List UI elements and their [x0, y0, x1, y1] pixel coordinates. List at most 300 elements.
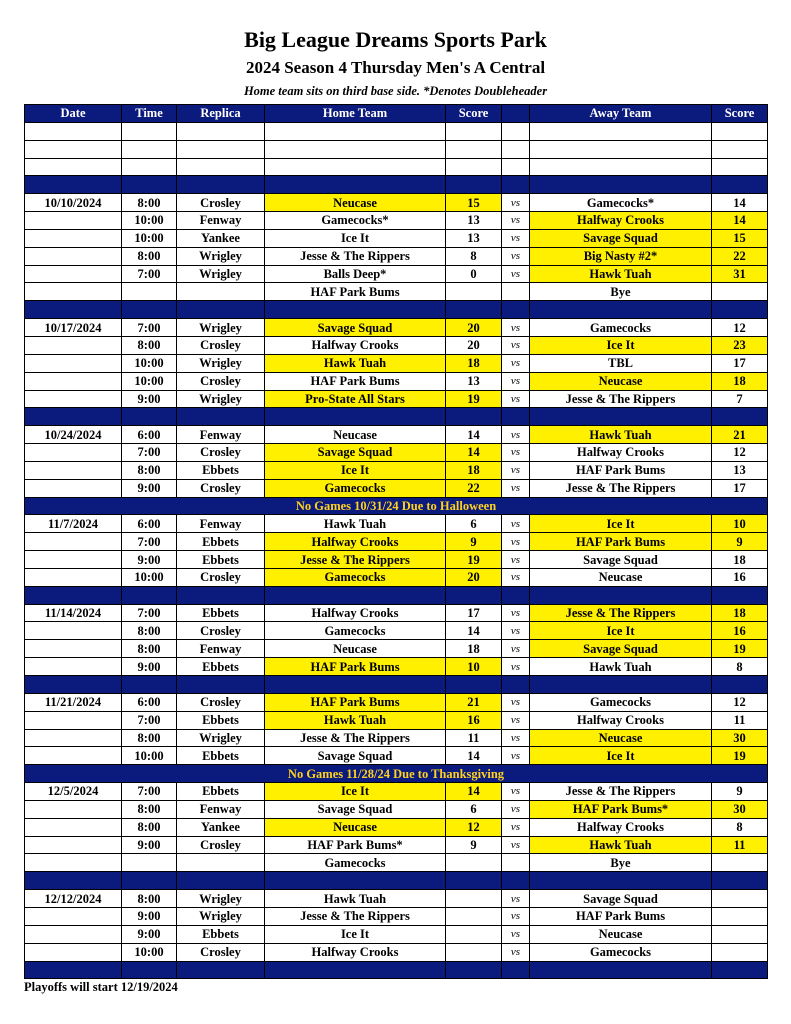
away-score-cell: 15	[712, 229, 768, 247]
away-score-cell: 8	[712, 818, 768, 836]
away-team-cell: HAF Park Bums	[530, 533, 712, 551]
time-cell: 10:00	[122, 372, 177, 390]
vs-cell: vs	[502, 390, 530, 408]
vs-cell: vs	[502, 925, 530, 943]
away-team-cell: Halfway Crooks	[530, 711, 712, 729]
separator-cell	[122, 408, 177, 426]
header-note: Home team sits on third base side. *Denotes Doubleheader	[243, 84, 548, 98]
replica-cell: Wrigley	[177, 729, 265, 747]
home-team-cell: Hawk Tuah	[265, 354, 446, 372]
away-score-cell: 17	[712, 479, 768, 497]
time-cell: 7:00	[122, 604, 177, 622]
date-cell	[25, 354, 122, 372]
home-team-cell: Halfway Crooks	[265, 336, 446, 354]
home-team-cell: Savage Squad	[265, 747, 446, 765]
time-cell: 7:00	[122, 533, 177, 551]
col-header-away-score: Score	[712, 105, 768, 123]
replica-cell: Fenway	[177, 800, 265, 818]
separator-cell	[502, 176, 530, 194]
away-team-cell: Savage Squad	[530, 640, 712, 658]
away-team-cell: Hawk Tuah	[530, 265, 712, 283]
home-score-cell	[446, 925, 502, 943]
replica-cell: Yankee	[177, 818, 265, 836]
away-team-cell: Ice It	[530, 515, 712, 533]
vs-cell: vs	[502, 194, 530, 212]
time-cell: 6:00	[122, 515, 177, 533]
separator-cell	[177, 301, 265, 319]
time-cell: 7:00	[122, 711, 177, 729]
date-cell	[25, 265, 122, 283]
vs-cell: vs	[502, 568, 530, 586]
home-team-cell: Balls Deep*	[265, 265, 446, 283]
date-cell	[25, 229, 122, 247]
away-team-cell: Neucase	[530, 372, 712, 390]
blank-cell	[265, 140, 446, 158]
time-cell: 10:00	[122, 354, 177, 372]
vs-cell: vs	[502, 711, 530, 729]
time-cell: 7:00	[122, 444, 177, 462]
away-score-cell: 18	[712, 372, 768, 390]
vs-cell: vs	[502, 515, 530, 533]
footer-note: Playoffs will start 12/19/2024	[24, 980, 178, 994]
home-score-cell: 12	[446, 818, 502, 836]
away-score-cell: 21	[712, 426, 768, 444]
blank-cell	[502, 158, 530, 176]
separator-cell	[712, 872, 768, 890]
date-cell: 12/5/2024	[25, 783, 122, 801]
replica-cell: Wrigley	[177, 390, 265, 408]
separator-cell	[265, 408, 446, 426]
away-team-cell: Jesse & The Rippers	[530, 479, 712, 497]
page-title: Big League Dreams Sports Park	[244, 27, 547, 52]
away-team-cell: TBL	[530, 354, 712, 372]
away-team-cell: Ice It	[530, 622, 712, 640]
col-header-time: Time	[122, 105, 177, 123]
replica-cell: Ebbets	[177, 783, 265, 801]
separator-cell	[25, 408, 122, 426]
away-team-cell: HAF Park Bums	[530, 907, 712, 925]
week-separator-row	[25, 676, 768, 694]
home-score-cell: 9	[446, 836, 502, 854]
vs-cell: vs	[502, 907, 530, 925]
replica-cell: Wrigley	[177, 265, 265, 283]
replica-cell: Ebbets	[177, 461, 265, 479]
home-score-cell: 18	[446, 640, 502, 658]
replica-cell: Crosley	[177, 336, 265, 354]
notice-row	[25, 497, 768, 515]
separator-cell	[502, 301, 530, 319]
date-cell	[25, 818, 122, 836]
home-team-cell: Jesse & The Rippers	[265, 907, 446, 925]
time-cell: 6:00	[122, 693, 177, 711]
home-team-cell: Neucase	[265, 818, 446, 836]
away-score-cell: 11	[712, 711, 768, 729]
blank-cell	[712, 140, 768, 158]
schedule-body	[25, 122, 768, 979]
home-score-cell: 19	[446, 390, 502, 408]
home-team-cell: Ice It	[265, 229, 446, 247]
separator-cell	[25, 961, 122, 979]
home-score-cell: 21	[446, 693, 502, 711]
game-row	[25, 247, 768, 265]
date-cell: 11/21/2024	[25, 693, 122, 711]
blank-cell	[502, 122, 530, 140]
separator-cell	[530, 676, 712, 694]
date-cell	[25, 943, 122, 961]
home-score-cell	[446, 854, 502, 872]
vs-cell: vs	[502, 836, 530, 854]
away-score-cell: 7	[712, 390, 768, 408]
replica-cell	[177, 283, 265, 301]
game-row	[25, 818, 768, 836]
home-score-cell: 20	[446, 319, 502, 337]
blank-cell	[25, 158, 122, 176]
col-header-home-team: Home Team	[265, 105, 446, 123]
date-cell	[25, 800, 122, 818]
home-score-cell	[446, 943, 502, 961]
home-score-cell: 9	[446, 533, 502, 551]
blank-cell	[122, 122, 177, 140]
home-team-cell: Savage Squad	[265, 444, 446, 462]
home-score-cell	[446, 907, 502, 925]
blank-cell	[122, 158, 177, 176]
separator-cell	[265, 676, 446, 694]
home-team-cell: Gamecocks*	[265, 212, 446, 230]
date-cell	[25, 836, 122, 854]
replica-cell: Crosley	[177, 836, 265, 854]
away-score-cell: 18	[712, 551, 768, 569]
blank-cell	[122, 140, 177, 158]
date-cell	[25, 551, 122, 569]
date-cell	[25, 461, 122, 479]
replica-cell: Fenway	[177, 212, 265, 230]
date-cell: 10/17/2024	[25, 319, 122, 337]
blank-cell	[530, 158, 712, 176]
game-row	[25, 568, 768, 586]
away-score-cell: 22	[712, 247, 768, 265]
game-row	[25, 890, 768, 908]
game-row	[25, 390, 768, 408]
time-cell: 10:00	[122, 568, 177, 586]
date-cell	[25, 854, 122, 872]
time-cell: 8:00	[122, 890, 177, 908]
away-score-cell: 19	[712, 747, 768, 765]
home-team-cell: Halfway Crooks	[265, 604, 446, 622]
away-score-cell: 30	[712, 800, 768, 818]
time-cell: 9:00	[122, 907, 177, 925]
col-header-replica: Replica	[177, 105, 265, 123]
replica-cell: Fenway	[177, 426, 265, 444]
separator-cell	[502, 961, 530, 979]
replica-cell: Fenway	[177, 515, 265, 533]
separator-cell	[446, 676, 502, 694]
vs-cell: vs	[502, 943, 530, 961]
away-score-cell: 13	[712, 461, 768, 479]
vs-cell: vs	[502, 551, 530, 569]
week-separator-row	[25, 408, 768, 426]
game-row	[25, 622, 768, 640]
away-score-cell: 23	[712, 336, 768, 354]
replica-cell: Ebbets	[177, 925, 265, 943]
away-team-cell: Halfway Crooks	[530, 212, 712, 230]
vs-cell: vs	[502, 444, 530, 462]
away-team-cell: Hawk Tuah	[530, 836, 712, 854]
away-score-cell: 16	[712, 622, 768, 640]
game-row	[25, 533, 768, 551]
home-score-cell: 18	[446, 461, 502, 479]
time-cell: 8:00	[122, 461, 177, 479]
separator-cell	[712, 586, 768, 604]
home-team-cell: HAF Park Bums*	[265, 836, 446, 854]
away-score-cell: 11	[712, 836, 768, 854]
time-cell: 8:00	[122, 800, 177, 818]
time-cell: 10:00	[122, 943, 177, 961]
vs-cell: vs	[502, 247, 530, 265]
away-score-cell: 14	[712, 212, 768, 230]
time-cell	[122, 854, 177, 872]
page-subtitle: 2024 Season 4 Thursday Men's A Central	[245, 58, 546, 77]
date-cell	[25, 640, 122, 658]
home-team-cell: Gamecocks	[265, 854, 446, 872]
separator-cell	[530, 408, 712, 426]
game-row	[25, 372, 768, 390]
away-score-cell: 12	[712, 693, 768, 711]
vs-cell: vs	[502, 229, 530, 247]
home-team-cell: Gamecocks	[265, 568, 446, 586]
away-team-cell: Neucase	[530, 568, 712, 586]
separator-cell	[265, 961, 446, 979]
date-cell	[25, 622, 122, 640]
vs-cell: vs	[502, 890, 530, 908]
away-team-cell: Halfway Crooks	[530, 818, 712, 836]
blank-cell	[265, 158, 446, 176]
date-cell	[25, 479, 122, 497]
away-score-cell: 31	[712, 265, 768, 283]
blank-row	[25, 158, 768, 176]
time-cell: 9:00	[122, 658, 177, 676]
home-team-cell: Hawk Tuah	[265, 890, 446, 908]
date-cell	[25, 390, 122, 408]
vs-cell: vs	[502, 747, 530, 765]
game-row	[25, 640, 768, 658]
home-score-cell: 17	[446, 604, 502, 622]
week-separator-row	[25, 586, 768, 604]
game-row	[25, 925, 768, 943]
date-cell	[25, 372, 122, 390]
home-team-cell: Jesse & The Rippers	[265, 551, 446, 569]
away-team-cell: Gamecocks*	[530, 194, 712, 212]
away-score-cell: 30	[712, 729, 768, 747]
separator-cell	[446, 586, 502, 604]
replica-cell: Ebbets	[177, 711, 265, 729]
separator-cell	[530, 961, 712, 979]
game-row	[25, 426, 768, 444]
game-row	[25, 747, 768, 765]
home-score-cell: 14	[446, 622, 502, 640]
date-cell	[25, 907, 122, 925]
time-cell: 9:00	[122, 479, 177, 497]
time-cell: 8:00	[122, 818, 177, 836]
blank-cell	[177, 158, 265, 176]
time-cell: 8:00	[122, 336, 177, 354]
blank-cell	[712, 122, 768, 140]
home-team-cell: Savage Squad	[265, 319, 446, 337]
away-score-cell: 10	[712, 515, 768, 533]
home-score-cell: 13	[446, 372, 502, 390]
away-team-cell: HAF Park Bums	[530, 461, 712, 479]
away-team-cell: Jesse & The Rippers	[530, 604, 712, 622]
schedule-table	[24, 104, 768, 979]
separator-cell	[530, 586, 712, 604]
away-team-cell: Ice It	[530, 336, 712, 354]
blank-cell	[530, 122, 712, 140]
bye-row	[25, 854, 768, 872]
home-score-cell: 22	[446, 479, 502, 497]
time-cell: 8:00	[122, 729, 177, 747]
vs-cell	[502, 854, 530, 872]
home-score-cell: 14	[446, 426, 502, 444]
time-cell: 9:00	[122, 551, 177, 569]
away-score-cell	[712, 854, 768, 872]
separator-cell	[177, 176, 265, 194]
home-team-cell: Neucase	[265, 426, 446, 444]
game-row	[25, 212, 768, 230]
blank-cell	[502, 140, 530, 158]
game-row	[25, 836, 768, 854]
game-row	[25, 907, 768, 925]
time-cell: 8:00	[122, 622, 177, 640]
time-cell: 7:00	[122, 319, 177, 337]
home-team-cell: HAF Park Bums	[265, 283, 446, 301]
vs-cell: vs	[502, 461, 530, 479]
separator-cell	[502, 408, 530, 426]
replica-cell: Yankee	[177, 229, 265, 247]
home-score-cell: 6	[446, 800, 502, 818]
vs-cell: vs	[502, 212, 530, 230]
vs-cell: vs	[502, 604, 530, 622]
away-team-cell: Neucase	[530, 729, 712, 747]
week-separator-row	[25, 301, 768, 319]
away-team-cell: Neucase	[530, 925, 712, 943]
separator-cell	[177, 961, 265, 979]
away-team-cell: Hawk Tuah	[530, 426, 712, 444]
col-header-date: Date	[25, 105, 122, 123]
time-cell: 10:00	[122, 229, 177, 247]
blank-cell	[25, 122, 122, 140]
replica-cell: Ebbets	[177, 658, 265, 676]
home-team-cell: Pro-State All Stars	[265, 390, 446, 408]
blank-cell	[265, 122, 446, 140]
game-row	[25, 229, 768, 247]
col-header-home-score: Score	[446, 105, 502, 123]
separator-cell	[25, 176, 122, 194]
separator-cell	[177, 676, 265, 694]
replica-cell: Ebbets	[177, 604, 265, 622]
home-score-cell: 19	[446, 551, 502, 569]
away-score-cell: 9	[712, 533, 768, 551]
vs-cell: vs	[502, 640, 530, 658]
home-score-cell: 20	[446, 568, 502, 586]
home-team-cell: HAF Park Bums	[265, 372, 446, 390]
away-score-cell	[712, 283, 768, 301]
home-team-cell: Savage Squad	[265, 800, 446, 818]
time-cell: 10:00	[122, 212, 177, 230]
week-separator-row	[25, 961, 768, 979]
replica-cell: Crosley	[177, 568, 265, 586]
date-cell: 12/12/2024	[25, 890, 122, 908]
separator-cell	[265, 872, 446, 890]
date-cell: 11/7/2024	[25, 515, 122, 533]
game-row	[25, 515, 768, 533]
notice-text: No Games 10/31/24 Due to Halloween	[25, 497, 768, 515]
home-team-cell: Gamecocks	[265, 479, 446, 497]
away-team-cell: Ice It	[530, 747, 712, 765]
vs-cell	[502, 283, 530, 301]
separator-cell	[122, 872, 177, 890]
separator-cell	[712, 408, 768, 426]
away-team-cell: Big Nasty #2*	[530, 247, 712, 265]
week-separator-row	[25, 176, 768, 194]
away-score-cell: 17	[712, 354, 768, 372]
home-team-cell: Gamecocks	[265, 622, 446, 640]
col-header-away-team: Away Team	[530, 105, 712, 123]
header-row	[25, 105, 768, 123]
replica-cell: Crosley	[177, 943, 265, 961]
separator-cell	[712, 176, 768, 194]
away-team-cell: Gamecocks	[530, 319, 712, 337]
game-row	[25, 943, 768, 961]
time-cell: 10:00	[122, 747, 177, 765]
replica-cell: Crosley	[177, 444, 265, 462]
home-score-cell: 16	[446, 711, 502, 729]
separator-cell	[446, 408, 502, 426]
game-row	[25, 265, 768, 283]
date-cell	[25, 444, 122, 462]
date-cell	[25, 568, 122, 586]
game-row	[25, 604, 768, 622]
date-cell: 10/24/2024	[25, 426, 122, 444]
separator-cell	[712, 301, 768, 319]
away-team-cell: Jesse & The Rippers	[530, 783, 712, 801]
week-separator-row	[25, 872, 768, 890]
replica-cell: Ebbets	[177, 747, 265, 765]
home-team-cell: Neucase	[265, 640, 446, 658]
time-cell: 7:00	[122, 783, 177, 801]
replica-cell: Ebbets	[177, 551, 265, 569]
separator-cell	[122, 676, 177, 694]
vs-cell: vs	[502, 265, 530, 283]
game-row	[25, 319, 768, 337]
replica-cell: Wrigley	[177, 907, 265, 925]
separator-cell	[177, 586, 265, 604]
game-row	[25, 693, 768, 711]
away-score-cell: 8	[712, 658, 768, 676]
blank-cell	[446, 140, 502, 158]
home-score-cell: 15	[446, 194, 502, 212]
home-score-cell: 14	[446, 747, 502, 765]
away-team-cell: HAF Park Bums*	[530, 800, 712, 818]
away-team-cell: Hawk Tuah	[530, 658, 712, 676]
separator-cell	[122, 586, 177, 604]
blank-cell	[25, 140, 122, 158]
vs-cell: vs	[502, 426, 530, 444]
away-team-cell: Gamecocks	[530, 943, 712, 961]
away-score-cell: 12	[712, 444, 768, 462]
game-row	[25, 800, 768, 818]
separator-cell	[446, 301, 502, 319]
home-team-cell: Ice It	[265, 461, 446, 479]
home-score-cell: 10	[446, 658, 502, 676]
